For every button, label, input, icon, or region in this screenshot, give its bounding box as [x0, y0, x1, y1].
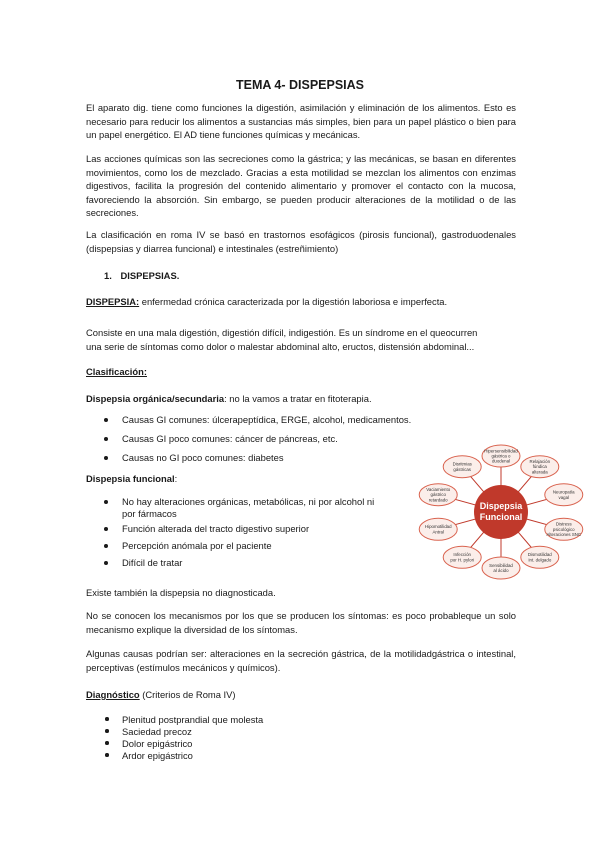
bullet-dot — [104, 437, 108, 441]
funcional-heading: Dispepsia funcional — [86, 473, 175, 484]
diagram-node — [521, 456, 559, 478]
consiste-line-2: una serie de síntomas como dolor o malestar abdominal alto, eructos, distensión abdominal... — [86, 341, 475, 352]
bullet-dot — [105, 741, 109, 745]
bullet-dot — [104, 561, 108, 565]
definition-text: enfermedad crónica caracterizada por la digestión laboriosa e imperfecta. — [139, 296, 448, 307]
diagram-node — [545, 484, 583, 506]
diagnostico-rest: (Criterios de Roma IV) — [139, 689, 236, 700]
diagram-node-label: fúndica — [532, 464, 547, 470]
definition-line — [86, 295, 447, 308]
causas-paragraph: Algunas causas podrían ser: alteraciones en la secreción gástrica, de la motilidadgástrica o intestinal, perceptivas (estímulos mecánicos y químicos). — [86, 648, 516, 673]
diagram-node-label: alterada — [531, 469, 548, 475]
diagram-node — [443, 456, 481, 478]
diagram-node-label: Infección — [453, 552, 471, 558]
section-number: 1. — [104, 270, 112, 281]
funcional-line — [86, 472, 177, 485]
center-label-1: Dispepsia — [479, 501, 523, 511]
diagram-node-label: Hipersensibilidad — [484, 448, 518, 454]
mecanismos-paragraph: No se conocen los mecanismos por los que se producen los síntomas: es poco probableque un solo mecanismo explique la diversidad de los síntomas. — [86, 610, 516, 635]
diagram-node-label: vagal — [558, 494, 570, 500]
page-title: TEMA 4- DISPEPSIAS — [235, 78, 365, 92]
diagram-node — [545, 518, 583, 540]
bullet-dot — [105, 753, 109, 757]
organica-rest: : no la vamos a tratar en fitoterapia. — [224, 393, 372, 404]
diagram-node-label: gástrico — [430, 492, 446, 498]
diagram-node-label: Hipomotilidad — [424, 524, 452, 530]
document-page: TEMA 4- DISPEPSIAS El aparato dig. tiene como funciones la digestión, asimilación y eliminación de los alimentos. Esto es necesario para reducir los alimentos a sustancias más simples, bien para un papel plástico o bien para un papel energético. El AD tiene funciones químicas y mecánicas. Las acciones químicas son las secreciones como la gástrica; y las mecánicas, se basan en diferentes movimientos, como los de mezclado. Gracias a esta motilidad se mezclan los alimentos con enzimas digestivos, facilita la progresión del contenido alimentario y promover el contacto con la mucosa, favoreciendo la absorción. Sin embargo, se pueden producir alteraciones de la motilidad o de las secreciones. La clasificación en roma IV se basó en trastornos esofágicos (pirosis funcional), gastroduodenales (dispepsias y diarrea funcional) e intestinales (estreñimiento) 1. DISPEPSIAS. DISPEPSIA: enfermedad crónica caracterizada por la digestión laboriosa e imperfecta. Consiste en una mala digestión, digestión difícil, indigestión. Es un síndrome en el queocurren una serie de síntomas como dolor o malestar abdominal alto, eructos, distensión abdominal... Clasificación: Dispepsia orgánica/secundaria: no la vamos a tratar en fitoterapia. Causas GI comunes: úlcerapeptídica, ERGE, alcohol, medicamentos. Causas GI poco comunes: cáncer de páncreas, etc. Causas no GI poco comunes: diabetes Dispepsia funcional: No hay alteraciones orgánicas, metabólicas, ni por alcohol ni por fármacos Función alterada del tracto digestivo superior Percepción anómala por el paciente Difícil de tratar Hipersensibilidad gástrica o duodenal Relajación fúndica alterada Neuropatía vagal Distress psicológico Alteraciones SNC Dismotilidad Int. delgado Sensibilidad al ácido Infección por H. pylori Hipomotilidad Antral Vaciamiento gástrico retardado Disritmias gástricas Dispepsia Funcional Existe también la dispepsia no diagnosticada. No se conocen los mecanismos por los que se producen los síntomas: es poco probableque un solo mecanismo explique la diversidad de los síntomas. Algunas causas podrían ser: alteraciones en la secreción gástrica, de la motilidadgástrica o intestinal, perceptivas (estímulos mecánicos y químicos). Diagnóstico (Criterios de Roma IV) Plenitud postprandial que molesta Saciedad precoz Dolor epigástrico Ardor epigástrico — [0, 0, 600, 848]
diagram-node-label: retardado — [428, 497, 448, 503]
diagram-node-label: Dismotilidad — [527, 552, 552, 558]
diagram-node-label: Disritmias — [452, 461, 472, 467]
bullet-dot — [104, 544, 108, 548]
diagram-node — [482, 557, 520, 579]
diagnostico-line — [86, 688, 236, 701]
diagram-node — [419, 484, 457, 506]
section-heading — [104, 269, 179, 282]
organica-line — [86, 392, 372, 405]
diagram-node-label: Neuropatía — [552, 489, 575, 495]
organica-heading: Dispepsia orgánica/secundaria — [86, 393, 225, 404]
diagram-node-label: duodenal — [491, 458, 511, 464]
bullet-dot — [105, 717, 109, 721]
diagram-node-label: psicológico — [552, 526, 575, 532]
definition-term: DISPEPSIA: — [86, 296, 140, 307]
diagram-node-label: Vaciamiento — [426, 486, 451, 492]
no-diagnosticada-line: Existe también la dispepsia no diagnosticada. — [86, 587, 276, 598]
center-label-2: Funcional — [479, 512, 523, 522]
diagram-node-label: Antral — [432, 529, 444, 535]
diagram-node-label: Distress — [555, 521, 572, 527]
diagram-node — [419, 518, 457, 540]
section-label: DISPEPSIAS. — [120, 270, 180, 281]
diagram-node — [443, 546, 481, 568]
diagram-node-label: gástrica o — [491, 453, 511, 459]
intro-paragraph-2: Las acciones químicas son las secreciones como la gástrica; y las mecánicas, se basan en diferentes movimientos, como los de mezclado. Gracias a esta motilidad se mezclan los alimentos con enzimas digestivos, facilita la progresión del contenido alimentario y promover el contacto con la mucosa, favoreciendo la absorción. Sin embargo, se pueden producir alteraciones de la motilidad o de las secreciones. — [86, 153, 516, 218]
diagram-node — [482, 445, 520, 467]
bullet-dot — [104, 500, 108, 504]
funcional-rest: : — [174, 473, 178, 484]
diagram-node-label: Alteraciones SNC — [546, 532, 582, 538]
clasificacion-heading: Clasificación: — [86, 366, 147, 377]
diagram-svg — [412, 436, 590, 586]
diagram-node-label: Sensibilidad — [489, 562, 513, 568]
bullet-dot — [104, 418, 108, 422]
bullet-dot — [104, 456, 108, 460]
diagram-node-label: Relajación — [529, 458, 551, 464]
diagram-node-label: al ácido — [493, 568, 509, 574]
consiste-line-1: Consiste en una mala digestión, digestión difícil, indigestión. Es un síndrome en el queocurren — [86, 327, 478, 338]
diagram-node-label: gástricas — [453, 466, 471, 472]
dispepsia-funcional-diagram — [412, 436, 590, 586]
bullet-dot — [104, 527, 108, 531]
diagram-node-label: Int. delgado — [528, 557, 552, 563]
diagram-node-label: por H. pylori — [450, 557, 475, 563]
bullet-dot — [105, 729, 109, 733]
diagram-node — [521, 546, 559, 568]
intro-paragraph-1: El aparato dig. tiene como funciones la digestión, asimilación y eliminación de los alimentos. Esto es necesario para reducir los alimentos a sustancias más simples, bien para un papel plástico o bien para un papel energético. El AD tiene funciones químicas y mecánicas. — [86, 102, 516, 140]
diagnostico-heading: Diagnóstico — [86, 689, 140, 700]
intro-paragraph-3: La clasificación en roma IV se basó en trastornos esofágicos (pirosis funcional), gastroduodenales (dispepsias y diarrea funcional) e intestinales (estreñimiento) — [86, 229, 516, 254]
